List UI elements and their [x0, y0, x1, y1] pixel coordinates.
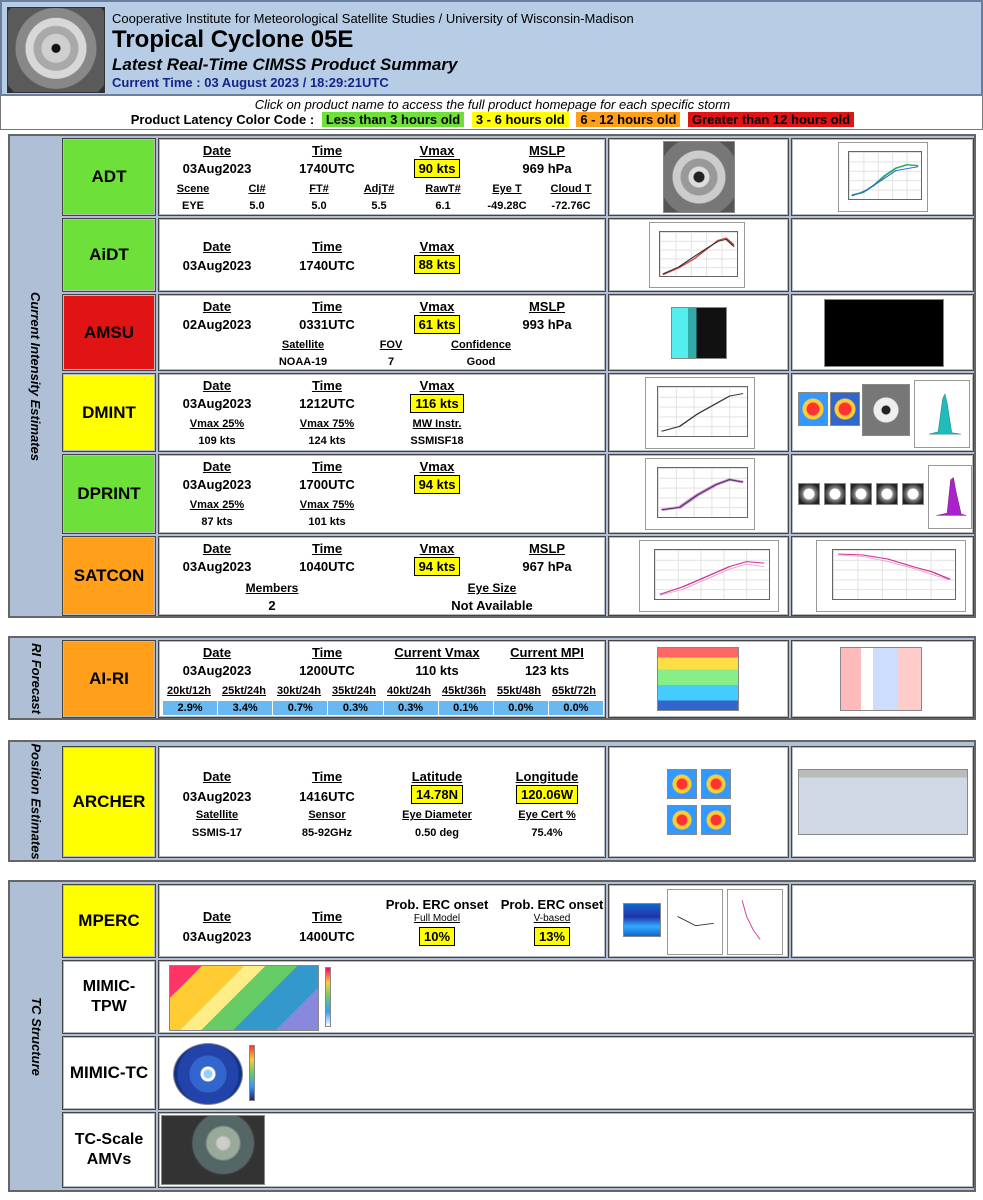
satcon-product-link[interactable]: SATCON — [62, 536, 156, 616]
latency-key-yellow: 3 - 6 hours old — [472, 112, 569, 127]
date-label: Date — [202, 239, 232, 254]
vmax-value: 90 kts — [414, 159, 461, 178]
dmint-image-2[interactable] — [791, 373, 974, 452]
mslp-value: 969 hPa — [522, 161, 572, 176]
vmax75-label: Vmax 75% — [299, 418, 355, 430]
date-label: Date — [202, 645, 232, 660]
ri-prob-value: 0.3% — [328, 701, 382, 715]
section-label: Position Estimates — [28, 742, 44, 860]
archer-image-2[interactable] — [791, 746, 974, 858]
ci-value: 5.0 — [249, 200, 265, 212]
adt-image-2[interactable] — [791, 138, 974, 216]
adjt-label: AdjT# — [363, 183, 395, 195]
eye-size-value: Not Available — [451, 598, 533, 613]
mimic-tpw-map-image — [169, 965, 319, 1031]
product-row-mperc — [62, 884, 974, 958]
ri-prob-value: 0.0% — [494, 701, 548, 715]
date-label: Date — [202, 459, 232, 474]
satcon-data — [158, 536, 606, 616]
time-label: Time — [311, 645, 343, 660]
product-row-ai-ri — [62, 640, 974, 718]
mimic-tpw-name-line1: MIMIC- — [82, 978, 136, 995]
date-value: 03Aug2023 — [182, 258, 252, 273]
aidt-image-2-empty — [791, 218, 974, 292]
ri-prob-value: 0.0% — [549, 701, 603, 715]
time-value: 1040UTC — [299, 559, 355, 574]
fov-label: FOV — [379, 339, 403, 351]
satellite-value: NOAA-19 — [278, 356, 328, 368]
product-row-mimic-tpw — [62, 960, 974, 1034]
erc-full-sublabel: Full Model — [413, 913, 461, 924]
longitude-value: 120.06W — [516, 785, 578, 804]
date-value: 03Aug2023 — [182, 396, 252, 411]
satellite-label: Satellite — [281, 339, 325, 351]
mslp-value: 993 hPa — [522, 317, 572, 332]
ri-prob-label: 35kt/24h — [331, 685, 377, 697]
date-label: Date — [202, 769, 232, 784]
section-label: Current Intensity Estimates — [28, 291, 44, 461]
scene-label: Scene — [176, 183, 210, 195]
mperc-data — [158, 884, 606, 958]
ri-prob-label: 25kt/24h — [221, 685, 267, 697]
mperc-profile-chart — [727, 889, 783, 955]
adt-history-chart — [838, 142, 928, 212]
ai-ri-data — [158, 640, 606, 718]
mimic-tc-image-cell[interactable] — [158, 1036, 974, 1110]
ai-ri-heatmap-image — [657, 647, 739, 711]
section-label: RI Forecast — [28, 642, 44, 714]
instruction-text: Click on product name to access the full product homepage for each specific storm — [254, 97, 731, 112]
vmax-label: Vmax — [419, 378, 455, 393]
mperc-panel-image — [623, 903, 661, 937]
product-row-tc-scale-amvs — [62, 1112, 974, 1188]
date-value: 03Aug2023 — [182, 477, 252, 492]
vmax-value: 116 kts — [410, 394, 463, 413]
vmax25-value: 87 kts — [201, 516, 233, 528]
date-label: Date — [202, 378, 232, 393]
cloudt-value: -72.76C — [551, 200, 591, 212]
eye-cert-label: Eye Cert % — [518, 809, 576, 821]
longitude-label: Longitude — [515, 769, 579, 784]
vmax-value: 88 kts — [414, 255, 461, 274]
archer-product-link[interactable]: ARCHER — [62, 746, 156, 858]
time-value: 1700UTC — [299, 477, 355, 492]
product-row-satcon — [62, 536, 974, 616]
tc-scale-amvs-image — [161, 1115, 265, 1185]
mslp-label: MSLP — [528, 143, 566, 158]
amsu-image-2[interactable] — [791, 294, 974, 371]
tc-scale-amvs-product-link[interactable] — [62, 1112, 156, 1188]
date-label: Date — [202, 541, 232, 556]
product-row-adt — [62, 138, 974, 216]
ri-prob-value: 2.9% — [163, 701, 217, 715]
rawt-value: 6.1 — [435, 200, 451, 212]
aidt-data — [158, 218, 606, 292]
aidt-image-1[interactable] — [608, 218, 789, 292]
sensor-value: 85-92GHz — [301, 827, 353, 839]
time-value: 0331UTC — [299, 317, 355, 332]
vmax-value: 94 kts — [414, 475, 461, 494]
time-value: 1400UTC — [299, 929, 355, 944]
eye-size-label: Eye Size — [467, 581, 517, 595]
latitude-label: Latitude — [411, 769, 463, 784]
eye-cert-value: 75.4% — [531, 827, 563, 839]
eyet-value: -49.28C — [487, 200, 527, 212]
vmax25-label: Vmax 25% — [189, 499, 245, 511]
satcon-image-1[interactable] — [608, 536, 789, 616]
institution-text: Cooperative Institute for Meteorological Satellite Studies / University of Wisconsin-Madison — [112, 11, 634, 26]
product-row-amsu — [62, 294, 974, 371]
time-label: Time — [311, 541, 343, 556]
ai-ri-image-1[interactable] — [608, 640, 789, 718]
satcon-image-2[interactable] — [791, 536, 974, 616]
tc-scale-name-line1: TC-Scale — [74, 1131, 144, 1148]
ri-prob-label: 40kt/24h — [386, 685, 432, 697]
page-title: Tropical Cyclone 05E — [112, 26, 354, 53]
mw-instr-value: SSMISF18 — [410, 435, 464, 447]
mimic-tc-product-link[interactable]: MIMIC-TC — [62, 1036, 156, 1110]
dmint-product-link[interactable]: DMINT — [62, 373, 156, 452]
mimic-tc-colorbar — [249, 1045, 255, 1101]
ri-prob-value: 0.1% — [439, 701, 493, 715]
vmax25-value: 109 kts — [198, 435, 236, 447]
product-row-dmint — [62, 373, 974, 452]
latency-key-red: Greater than 12 hours old — [688, 112, 854, 127]
dprint-image-1[interactable] — [608, 454, 789, 534]
rawt-label: RawT# — [425, 183, 461, 195]
eyet-label: Eye T — [492, 183, 522, 195]
section-label: TC Structure — [28, 996, 44, 1076]
adt-data — [158, 138, 606, 216]
page-subtitle: Latest Real-Time CIMSS Product Summary — [112, 55, 458, 74]
section-current-intensity — [8, 134, 976, 618]
amsu-product-link[interactable]: AMSU — [62, 294, 156, 371]
time-label: Time — [311, 769, 343, 784]
vmax75-value: 101 kts — [308, 516, 346, 528]
archer-mw-panel — [701, 769, 731, 799]
vmax75-value: 124 kts — [308, 435, 346, 447]
confidence-label: Confidence — [451, 339, 511, 351]
time-label: Time — [311, 143, 343, 158]
info-bar — [0, 96, 983, 130]
amsu-image-1[interactable] — [608, 294, 789, 371]
satellite-value: SSMIS-17 — [191, 827, 243, 839]
erc-vbased-label: Prob. ERC onset — [500, 897, 604, 912]
ft-value: 5.0 — [311, 200, 327, 212]
time-label: Time — [311, 378, 343, 393]
erc-full-value: 10% — [419, 927, 455, 946]
mslp-value: 967 hPa — [522, 559, 572, 574]
date-label: Date — [202, 909, 232, 924]
dmint-mw-panel — [830, 392, 860, 426]
mperc-image-1[interactable] — [608, 884, 789, 958]
vmax-label: Vmax — [419, 299, 455, 314]
dmint-history-chart — [645, 377, 755, 449]
mimic-tpw-product-link[interactable] — [62, 960, 156, 1034]
dmint-mw-panel — [798, 392, 828, 426]
ri-prob-label: 55kt/48h — [496, 685, 542, 697]
ri-prob-label: 65kt/72h — [551, 685, 597, 697]
amsu-swath-image — [671, 307, 727, 359]
page-header — [0, 0, 983, 96]
cyclone-thumbnail-image — [7, 7, 105, 93]
dmint-data — [158, 373, 606, 452]
date-value: 03Aug2023 — [182, 929, 252, 944]
dmint-image-1[interactable] — [608, 373, 789, 452]
vmax-label: Vmax — [419, 239, 455, 254]
vmax-value: 61 kts — [414, 315, 461, 334]
erc-full-label: Prob. ERC onset — [385, 897, 489, 912]
satcon-mslp-chart — [816, 540, 966, 612]
dprint-ir-panel — [850, 483, 872, 505]
mslp-label: MSLP — [528, 299, 566, 314]
ri-prob-value: 0.7% — [273, 701, 327, 715]
date-value: 02Aug2023 — [182, 317, 252, 332]
amsu-data — [158, 294, 606, 371]
section-tc-structure — [8, 880, 976, 1192]
adt-ir-eye-image — [663, 141, 735, 213]
time-value: 1740UTC — [299, 161, 355, 176]
ai-ri-matrix-image — [840, 647, 922, 711]
archer-mw-panel — [667, 769, 697, 799]
adt-product-link[interactable]: ADT — [62, 138, 156, 216]
scene-value: EYE — [181, 200, 204, 212]
ri-prob-label: 45kt/36h — [441, 685, 487, 697]
time-value: 1416UTC — [299, 789, 355, 804]
current-mpi-label: Current MPI — [510, 645, 584, 660]
eye-diameter-label: Eye Diameter — [402, 809, 472, 821]
date-value: 03Aug2023 — [182, 161, 252, 176]
vmax-value: 94 kts — [414, 557, 461, 576]
time-label: Time — [311, 299, 343, 314]
satellite-label: Satellite — [195, 809, 239, 821]
fov-value: 7 — [387, 356, 395, 368]
time-value: 1212UTC — [299, 396, 355, 411]
dprint-data — [158, 454, 606, 534]
vmax25-label: Vmax 25% — [189, 418, 245, 430]
date-value: 03Aug2023 — [182, 789, 252, 804]
sensor-label: Sensor — [308, 809, 346, 821]
erc-vbased-sublabel: V-based — [533, 913, 571, 924]
time-label: Time — [311, 459, 343, 474]
product-row-aidt — [62, 218, 974, 292]
dprint-ir-panel — [902, 483, 924, 505]
ri-prob-label: 30kt/24h — [276, 685, 322, 697]
dmint-distribution-chart — [914, 380, 970, 448]
mperc-product-link[interactable]: MPERC — [62, 884, 156, 958]
tc-scale-amvs-image-cell[interactable] — [158, 1112, 974, 1188]
current-vmax-label: Current Vmax — [394, 645, 480, 660]
dprint-image-2[interactable] — [791, 454, 974, 534]
date-label: Date — [202, 143, 232, 158]
dprint-ir-panel — [824, 483, 846, 505]
mimic-tpw-name-line2: TPW — [91, 998, 127, 1015]
mperc-profile-chart — [667, 889, 723, 955]
tc-scale-name-line2: AMVs — [86, 1151, 132, 1168]
ai-ri-image-2[interactable] — [791, 640, 974, 718]
ri-prob-value: 0.3% — [384, 701, 438, 715]
current-time: Current Time : 03 August 2023 / 18:29:21UTC — [112, 75, 389, 90]
mperc-image-2-empty — [791, 884, 974, 958]
ft-label: FT# — [309, 183, 329, 195]
dprint-product-link[interactable]: DPRINT — [62, 454, 156, 534]
adjt-value: 5.5 — [371, 200, 387, 212]
archer-track-map — [798, 769, 968, 835]
latency-key-orange: 6 - 12 hours old — [576, 112, 680, 127]
members-value: 2 — [268, 598, 276, 613]
ri-prob-value: 3.4% — [218, 701, 272, 715]
ci-label: CI# — [248, 183, 266, 195]
time-value: 1740UTC — [299, 258, 355, 273]
product-row-mimic-tc — [62, 1036, 974, 1110]
vmax-label: Vmax — [419, 143, 455, 158]
vmax-label: Vmax — [419, 541, 455, 556]
date-value: 03Aug2023 — [182, 663, 252, 678]
cloudt-label: Cloud T — [550, 183, 592, 195]
latency-key-green: Less than 3 hours old — [322, 112, 464, 127]
satcon-vmax-chart — [639, 540, 779, 612]
amsu-black-image — [824, 299, 944, 367]
vmax75-label: Vmax 75% — [299, 499, 355, 511]
time-label: Time — [311, 239, 343, 254]
mimic-tc-image — [173, 1043, 243, 1105]
aidt-history-chart — [649, 222, 745, 288]
latency-label: Product Latency Color Code : — [130, 112, 315, 127]
product-row-archer — [62, 746, 974, 858]
date-value: 03Aug2023 — [182, 559, 252, 574]
current-mpi-value: 123 kts — [524, 663, 570, 678]
members-label: Members — [245, 581, 299, 595]
dprint-distribution-chart — [928, 465, 972, 529]
mslp-label: MSLP — [528, 541, 566, 556]
mimic-tpw-colorbar — [325, 967, 331, 1027]
dprint-ir-panel — [876, 483, 898, 505]
time-label: Time — [311, 909, 343, 924]
eye-diameter-value: 0.50 deg — [414, 827, 460, 839]
erc-vbased-value: 13% — [534, 927, 570, 946]
archer-mw-panel — [667, 805, 697, 835]
product-row-dprint — [62, 454, 974, 534]
archer-mw-panel — [701, 805, 731, 835]
vmax-label: Vmax — [419, 459, 455, 474]
ri-probability-bar — [163, 701, 603, 715]
dmint-ir-panel — [862, 384, 910, 436]
section-position-estimates — [8, 740, 976, 862]
archer-image-1[interactable] — [608, 746, 789, 858]
section-ri-forecast — [8, 636, 976, 720]
date-label: Date — [202, 299, 232, 314]
adt-image-1[interactable] — [608, 138, 789, 216]
ri-prob-label: 20kt/12h — [166, 685, 212, 697]
dprint-history-chart — [645, 458, 755, 530]
time-value: 1200UTC — [299, 663, 355, 678]
archer-data — [158, 746, 606, 858]
latency-legend — [1, 112, 983, 127]
mimic-tpw-image-cell[interactable] — [158, 960, 974, 1034]
aidt-product-link[interactable]: AiDT — [62, 218, 156, 292]
ai-ri-product-link[interactable]: AI-RI — [62, 640, 156, 718]
current-vmax-value: 110 kts — [415, 663, 459, 678]
mw-instr-label: MW Instr. — [412, 418, 462, 430]
confidence-value: Good — [466, 356, 496, 368]
latitude-value: 14.78N — [411, 785, 463, 804]
dprint-ir-panel — [798, 483, 820, 505]
